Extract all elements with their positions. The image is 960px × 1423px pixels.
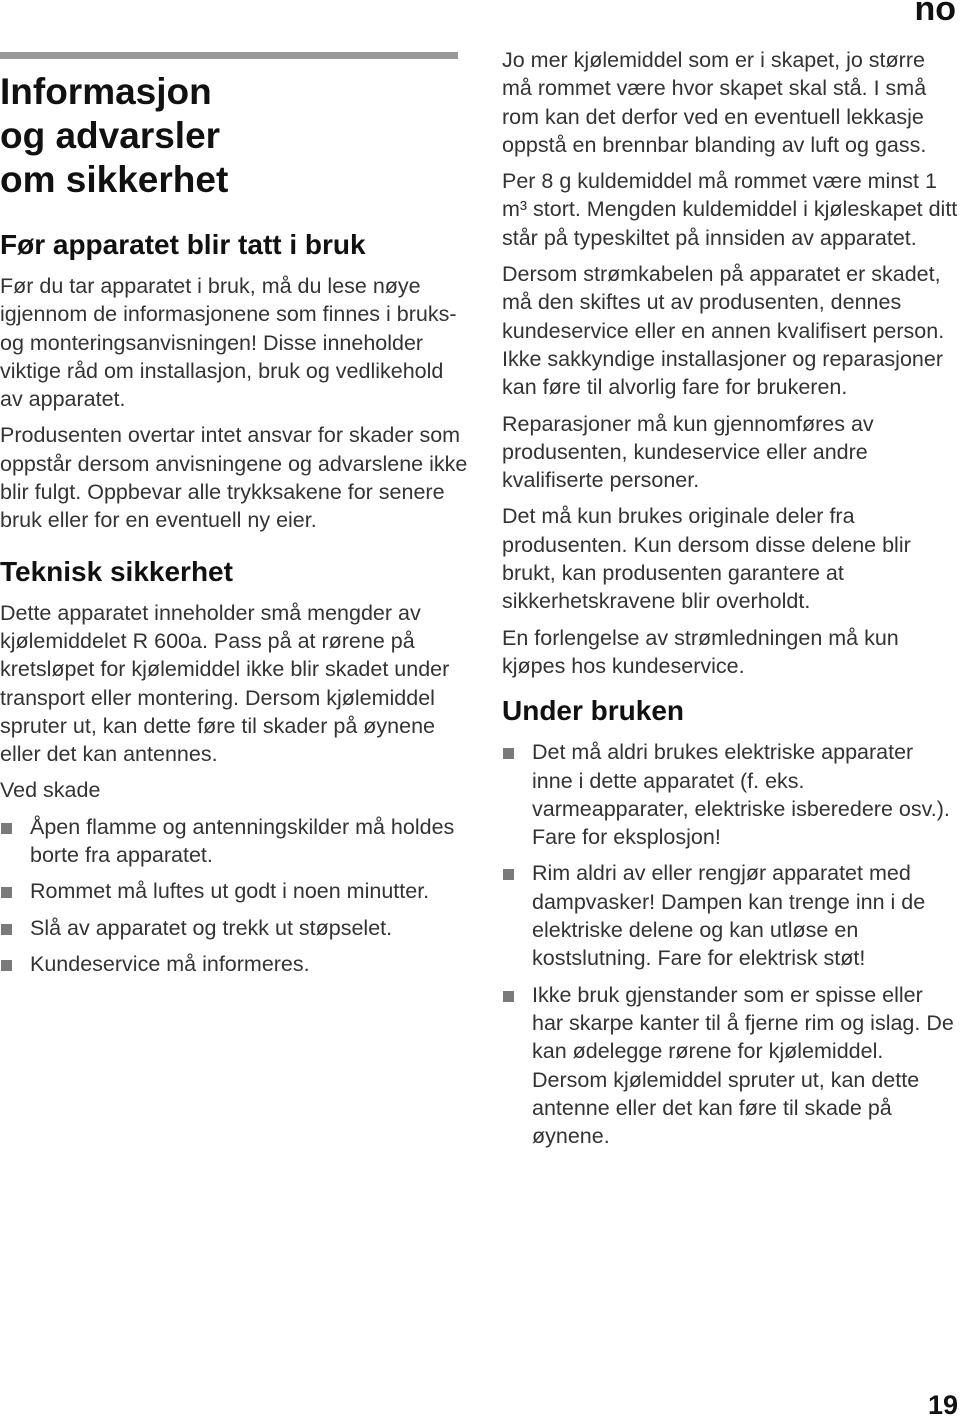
square-bullet-icon: [1, 887, 12, 898]
square-bullet-icon: [503, 748, 514, 759]
section-heading-before-use: Før apparatet blir tatt i bruk: [0, 229, 366, 260]
list-item: [0, 914, 470, 942]
damage-label: Ved skade: [0, 778, 101, 803]
list-item-text: Ikke bruk gjenstander som er spisse eller har skarpe kanter til å fjerne rim og islag. De kan ødelegge rørene for kjølemiddel. Dersom kjølemiddel spruter ut, kan dette antenne eller det kan føre til skade på øynene.: [532, 982, 954, 1149]
paragraph: Dette apparatet inneholder små mengder av kjølemiddelet R 600a. Pass på at rørene på kretsløpet for kjølemiddel ikke blir skadet under transport eller montering. Dersom kjølemiddel spruter ut, kan dette føre til skader på øynene eller det kan antennes.: [0, 600, 450, 767]
paragraph: Dersom strømkabelen på apparatet er skadet, må den skiftes ut av produsenten, dennes kundeservice eller en annen kvalifisert person. Ikke sakkyndige installasjoner og reparasjoner kan føre til alvorlig fare for brukeren.: [502, 262, 945, 400]
paragraph: En forlengelse av strømledningen må kun kjøpes hos kundeservice.: [502, 625, 899, 678]
title-line: om sikkerhet: [0, 159, 229, 200]
square-bullet-icon: [1, 823, 12, 834]
square-bullet-icon: [1, 924, 12, 935]
square-bullet-icon: [503, 991, 514, 1002]
language-code: no: [914, 0, 956, 28]
right-column: [502, 46, 958, 1158]
section-heading-technical-safety: Teknisk sikkerhet: [0, 555, 233, 587]
list-item-text: Rommet må luftes ut godt i noen minutter.: [30, 879, 430, 904]
page-number: 19: [927, 1390, 958, 1420]
usage-list: [502, 738, 958, 1150]
damage-list: [0, 813, 470, 978]
list-item: [502, 859, 958, 972]
paragraph: Jo mer kjølemiddel som er i skapet, jo større må rommet være hvor skapet skal stå. I små rom kan det derfor ved en eventuell lekkasje oppstå en brennbar blanding av luft og gass.: [502, 48, 927, 157]
page-title: [0, 70, 470, 202]
list-item-text: Det må aldri brukes elektriske apparater inne i dette apparatet (f. eks. varmeapparater, elektriske isberedere osv.). Fare for eksplosjon!: [532, 740, 950, 850]
list-item: [0, 877, 470, 905]
left-column: [0, 46, 470, 986]
title-line: Informasjon: [0, 71, 212, 112]
title-line: og advarsler: [0, 115, 221, 156]
list-item: [502, 738, 958, 851]
list-item: [0, 950, 470, 978]
paragraph: Reparasjoner må kun gjennomføres av produsenten, kundeservice eller andre kvalifiserte personer.: [502, 411, 874, 493]
list-item-text: Kundeservice må informeres.: [30, 951, 310, 976]
paragraph: Det må kun brukes originale deler fra produsenten. Kun dersom disse delene blir brukt, kan produsenten garantere at sikkerhetskravene blir overholdt.: [502, 504, 911, 614]
paragraph: Før du tar apparatet i bruk, må du lese nøye igjennom de informasjonene som finnes i bruks- og monteringsanvisningen! Disse inneholder viktige råd om installasjon, bruk og vedlikehold av apparatet.: [0, 274, 457, 412]
square-bullet-icon: [1, 960, 12, 971]
list-item: [0, 813, 470, 870]
list-item-text: Slå av apparatet og trekk ut støpselet.: [30, 915, 393, 940]
list-item-text: Åpen flamme og antenningskilder må holdes borte fra apparatet.: [30, 814, 455, 868]
paragraph: Per 8 g kuldemiddel må rommet være minst 1 m³ stort. Mengden kuldemiddel i kjøleskapet ditt står på typeskiltet på innsiden av apparatet.: [502, 169, 958, 250]
square-bullet-icon: [503, 869, 514, 880]
list-item-text: Rim aldri av eller rengjør apparatet med dampvasker! Dampen kan trenge inn i de elektriske delene og kan utløse en kostslutning. Fare for elektrisk støt!: [532, 861, 926, 971]
section-heading-during-use: Under bruken: [502, 695, 685, 727]
paragraph: Produsenten overtar intet ansvar for skader som oppstår dersom anvisningene og advarslene ikke blir fulgt. Oppbevar alle trykksakene for senere bruk eller for en eventuell ny eier.: [0, 423, 468, 533]
list-item: [502, 981, 958, 1151]
